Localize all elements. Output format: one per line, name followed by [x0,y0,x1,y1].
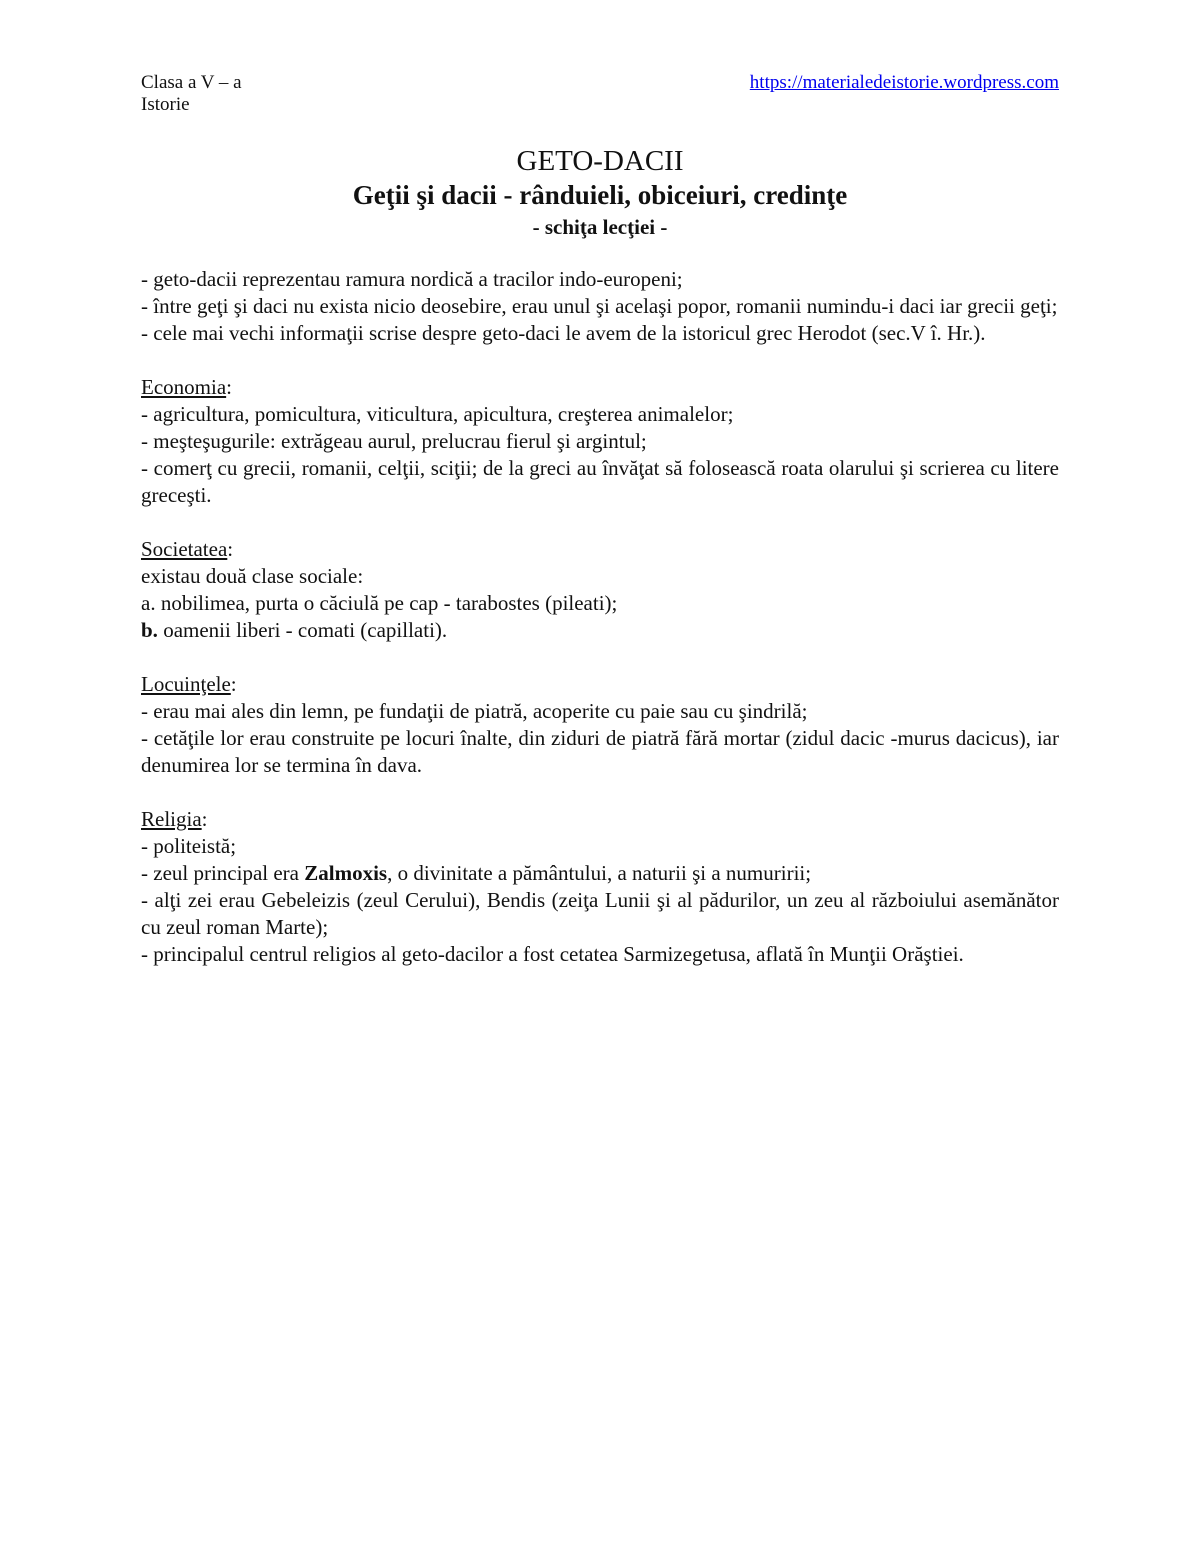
societatea-line-b [141,617,1059,644]
title-block [141,144,1059,242]
religia-section [141,806,1059,968]
page-header [141,72,1059,120]
societatea-line-b-prefix: b. [141,618,158,642]
website-link[interactable]: https://materialedeistorie.wordpress.com [749,72,1059,93]
section-heading-societatea [141,536,1059,563]
religia-line-2-prefix: - zeul principal era [141,861,305,885]
section-heading-religia [141,806,1059,833]
societatea-line-b-text: oamenii liberi - comati (capillati). [157,618,448,642]
subject-label: Istorie [141,94,190,115]
societatea-intro: existau două clase sociale: [141,564,364,588]
document-body [141,266,1059,968]
economia-heading-colon: : [226,375,232,399]
zalmoxis-name: Zalmoxis [304,861,388,885]
religia-line-4: - principalul centrul religios al geto-dacilor a fost cetatea Sarmizegetusa, aflată în Munţii Orăştiei. [141,942,964,966]
locuintele-heading-colon: : [230,672,237,696]
locuintele-line-1: - erau mai ales din lemn, pe fundaţii de piatră, acoperite cu paie sau cu şindrilă; [141,699,808,723]
section-heading-economia [141,374,1059,401]
religia-line-2-suffix: , o divinitate a pământului, a naturii şi a numuririi; [387,861,812,885]
locuintele-heading-text: Locuinţele [141,672,231,696]
religia-heading-text: Religia [141,807,202,831]
document-subtitle: Geţii şi dacii - rânduieli, obiceiuri, credinţe [352,180,848,210]
intro-line-1: - geto-dacii reprezentau ramura nordică a tracilor indo-europeni; [141,267,683,291]
societatea-line-a: a. nobilimea, purta o căciulă pe cap - tarabostes (pileati); [141,591,618,615]
economia-line-1: - agricultura, pomicultura, viticultura, apicultura, creşterea animalelor; [141,402,734,426]
religia-line-2 [141,860,1059,887]
societatea-heading-text: Societatea [141,537,228,561]
document-note: - schiţa lecţiei - [532,215,668,239]
societatea-section [141,536,1059,644]
economia-section [141,374,1059,509]
religia-line-3: - alţi zei erau Gebeleizis (zeul Cerului), Bendis (zeiţa Lunii şi al pădurilor, un zeu al războiului asemănător cu zeul roman Marte); [141,888,1059,939]
intro-line-2: - între geţi şi daci nu exista nicio deosebire, erau unul şi acelaşi popor, romanii numindu-i daci iar grecii geţi; [141,294,1058,318]
intro-section [141,266,1059,347]
intro-line-3: - cele mai vechi informaţii scrise despre geto-daci le avem de la istoricul grec Herodot (sec.V î. Hr.). [141,321,986,345]
economia-line-2: - meşteşugurile: extrăgeau aurul, prelucrau fierul şi argintul; [141,429,647,453]
document-title: GETO-DACII [516,145,684,177]
header-left [141,72,242,116]
locuintele-section [141,671,1059,779]
class-label: Clasa a V – a [141,72,242,93]
economia-line-3: - comerţ cu grecii, romanii, celţii, sciţii; de la greci au învăţat să folosească roata olarului şi scrierea cu litere greceşti. [141,456,1059,507]
locuintele-line-2: - cetăţile lor erau construite pe locuri înalte, din ziduri de piatră fără mortar (zidul dacic -murus dacicus), iar denumirea lor se termina în dava. [141,726,1059,777]
section-heading-locuintele [141,671,1059,698]
economia-heading-text: Economia [141,375,227,399]
document-page [141,72,1059,968]
religia-heading-colon: : [201,807,208,831]
societatea-heading-colon: : [227,537,234,561]
religia-line-1: - politeistă; [141,834,237,858]
